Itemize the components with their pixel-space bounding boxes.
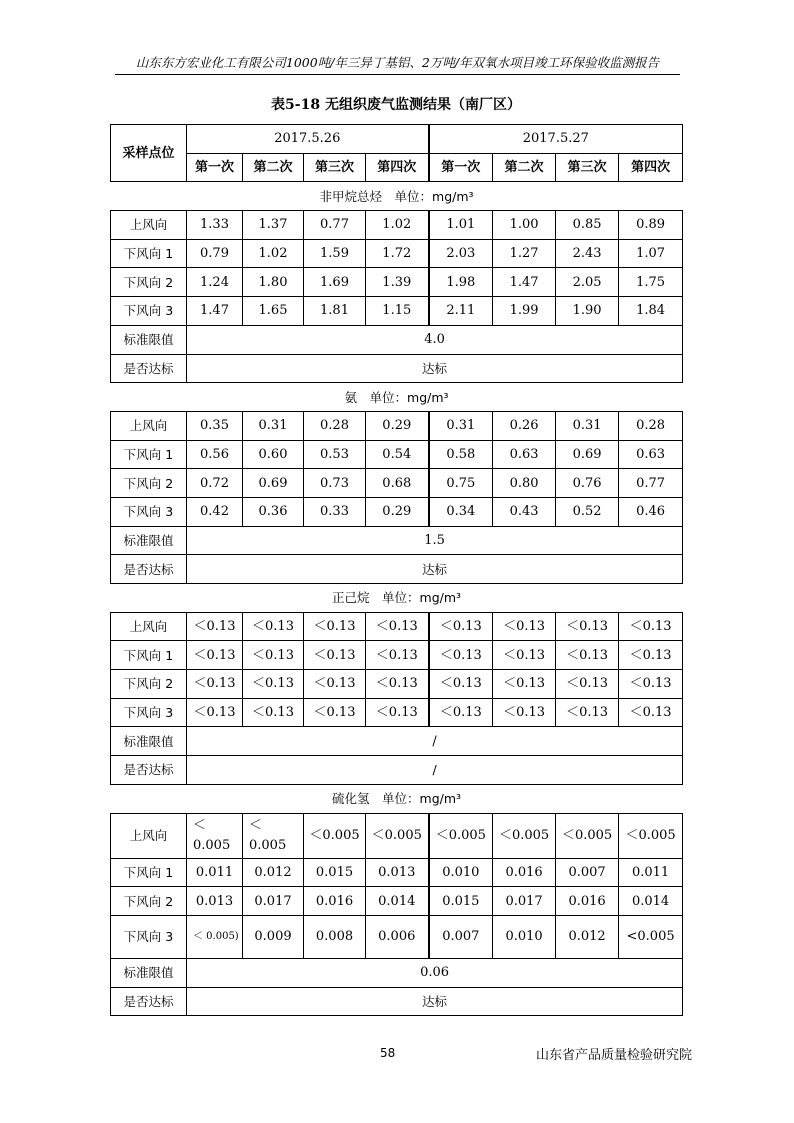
value-cell: 0.42 — [187, 497, 243, 526]
compliance-label: 是否达标 — [111, 987, 187, 1016]
value-cell: 1.39 — [366, 268, 429, 297]
round-header: 第一次 — [429, 153, 493, 182]
value-cell: 0.77 — [304, 211, 366, 240]
value-cell: 0.014 — [366, 887, 429, 916]
value-cell: ＜0.13 — [187, 641, 243, 670]
compliance-row — [111, 555, 683, 584]
page-number: 58 — [380, 1046, 396, 1060]
value-cell: ＜0.13 — [304, 641, 366, 670]
footer-organization: 山东省产品质量检验研究院 — [536, 1048, 693, 1063]
value-cell: 0.54 — [366, 440, 429, 469]
section-title: 氨 单位：mg/m³ — [111, 383, 683, 412]
value-cell: 2.03 — [429, 239, 493, 268]
section-title: 正己烷 单位：mg/m³ — [111, 584, 683, 613]
value-cell: <0.005 — [619, 915, 683, 958]
value-cell: 0.77 — [619, 469, 683, 498]
value-cell: ＜0.13 — [366, 670, 429, 699]
limit-row — [111, 958, 683, 987]
limit-label: 标准限值 — [111, 325, 187, 354]
table-row — [111, 440, 683, 469]
value-cell: 0.75 — [429, 469, 493, 498]
value-cell: 0.68 — [366, 469, 429, 498]
row-label: 下风向 1 — [111, 440, 187, 469]
value-cell: 0.53 — [304, 440, 366, 469]
row-label: 下风向 2 — [111, 887, 187, 916]
date-header: 2017.5.27 — [429, 125, 683, 154]
value-cell: 0.010 — [493, 915, 556, 958]
value-cell: ＜0.13 — [366, 698, 429, 727]
value-cell: 1.47 — [493, 268, 556, 297]
compliance-value: 达标 — [187, 987, 683, 1016]
section-row — [111, 383, 683, 412]
table-row — [111, 698, 683, 727]
value-cell: 0.014 — [619, 887, 683, 916]
value-cell: ＜0.13 — [619, 670, 683, 699]
value-cell: 1.02 — [243, 239, 304, 268]
section-row — [111, 182, 683, 211]
value-cell: 2.05 — [556, 268, 619, 297]
round-header: 第三次 — [556, 153, 619, 182]
value-cell: 1.65 — [243, 297, 304, 326]
compliance-value: 达标 — [187, 555, 683, 584]
value-cell: 0.015 — [304, 858, 366, 887]
compliance-label: 是否达标 — [111, 756, 187, 785]
value-cell: ＜0.13 — [493, 641, 556, 670]
row-label: 上风向 — [111, 211, 187, 240]
value-cell: ＜0.13 — [619, 698, 683, 727]
value-cell: 1.72 — [366, 239, 429, 268]
value-cell: 0.34 — [429, 497, 493, 526]
compliance-value: / — [187, 756, 683, 785]
round-header: 第一次 — [187, 153, 243, 182]
compliance-row — [111, 756, 683, 785]
value-cell: 0.012 — [556, 915, 619, 958]
value-cell: 0.26 — [493, 411, 556, 440]
row-label: 下风向 2 — [111, 670, 187, 699]
value-cell: 1.98 — [429, 268, 493, 297]
value-cell: 1.69 — [304, 268, 366, 297]
value-cell: 0.46 — [619, 497, 683, 526]
compliance-label: 是否达标 — [111, 354, 187, 383]
row-label: 下风向 2 — [111, 268, 187, 297]
value-cell: ＜0.13 — [429, 641, 493, 670]
value-cell: ＜0.13 — [556, 698, 619, 727]
value-cell: 0.010 — [429, 858, 493, 887]
table-row — [111, 612, 683, 641]
limit-value: 4.0 — [187, 325, 683, 354]
value-cell: 0.80 — [493, 469, 556, 498]
monitoring-table — [110, 124, 683, 1016]
value-cell: ＜0.13 — [366, 612, 429, 641]
value-cell: ＜0.005 — [619, 813, 683, 858]
value-cell: 0.013 — [187, 887, 243, 916]
limit-value: 1.5 — [187, 526, 683, 555]
value-cell: ＜0.13 — [493, 698, 556, 727]
round-header: 第二次 — [493, 153, 556, 182]
table-row — [111, 411, 683, 440]
compliance-row — [111, 987, 683, 1016]
value-cell: ＜ 0.005) — [187, 915, 243, 958]
value-cell: 1.37 — [243, 211, 304, 240]
row-label: 下风向 3 — [111, 915, 187, 958]
value-cell: 0.012 — [243, 858, 304, 887]
section-title: 硫化氢 单位：mg/m³ — [111, 784, 683, 813]
row-label: 下风向 2 — [111, 469, 187, 498]
value-cell: 0.31 — [556, 411, 619, 440]
value-cell: 0.56 — [187, 440, 243, 469]
section-row — [111, 584, 683, 613]
value-cell: 1.07 — [619, 239, 683, 268]
table-row — [111, 469, 683, 498]
value-cell: 2.11 — [429, 297, 493, 326]
value-cell: 1.59 — [304, 239, 366, 268]
round-header: 第四次 — [619, 153, 683, 182]
value-cell: ＜0.13 — [556, 641, 619, 670]
limit-label: 标准限值 — [111, 958, 187, 987]
value-cell: 0.89 — [619, 211, 683, 240]
value-cell: 0.85 — [556, 211, 619, 240]
limit-label: 标准限值 — [111, 526, 187, 555]
row-label: 上风向 — [111, 612, 187, 641]
value-cell: 0.63 — [493, 440, 556, 469]
compliance-value: 达标 — [187, 354, 683, 383]
table-row — [111, 239, 683, 268]
value-cell: 0.35 — [187, 411, 243, 440]
value-cell: ＜0.13 — [429, 698, 493, 727]
value-cell: 0.60 — [243, 440, 304, 469]
value-cell: ＜0.13 — [304, 612, 366, 641]
value-cell: 2.43 — [556, 239, 619, 268]
value-cell: ＜0.13 — [243, 698, 304, 727]
row-label: 下风向 3 — [111, 497, 187, 526]
value-cell: ＜0.005 — [429, 813, 493, 858]
value-cell: 0.76 — [556, 469, 619, 498]
value-cell: 0.011 — [619, 858, 683, 887]
value-cell: ＜0.13 — [429, 670, 493, 699]
value-cell: 0.28 — [304, 411, 366, 440]
value-cell: ＜0.13 — [493, 670, 556, 699]
limit-row — [111, 526, 683, 555]
section-title: 非甲烷总烃 单位：mg/m³ — [111, 182, 683, 211]
value-cell: 1.01 — [429, 211, 493, 240]
row-label: 下风向 1 — [111, 641, 187, 670]
limit-value: / — [187, 727, 683, 756]
value-cell: ＜0.13 — [243, 612, 304, 641]
value-cell: ＜0.13 — [304, 670, 366, 699]
value-cell: 1.00 — [493, 211, 556, 240]
value-cell: ＜0.13 — [366, 641, 429, 670]
table-row — [111, 670, 683, 699]
row-label: 下风向 3 — [111, 698, 187, 727]
value-cell: 0.69 — [556, 440, 619, 469]
value-cell: ＜ 0.005 — [187, 813, 243, 858]
value-cell: ＜0.13 — [187, 698, 243, 727]
value-cell: 0.31 — [429, 411, 493, 440]
value-cell: 0.016 — [493, 858, 556, 887]
value-cell: 0.008 — [304, 915, 366, 958]
value-cell: ＜0.13 — [304, 698, 366, 727]
limit-value: 0.06 — [187, 958, 683, 987]
value-cell: 0.015 — [429, 887, 493, 916]
table-row — [111, 641, 683, 670]
value-cell: 0.33 — [304, 497, 366, 526]
value-cell: ＜0.005 — [556, 813, 619, 858]
value-cell: 1.27 — [493, 239, 556, 268]
value-cell: 0.43 — [493, 497, 556, 526]
value-cell: 0.007 — [556, 858, 619, 887]
value-cell: 1.75 — [619, 268, 683, 297]
row-label: 下风向 1 — [111, 858, 187, 887]
value-cell: 0.63 — [619, 440, 683, 469]
table-row — [111, 915, 683, 958]
table-row — [111, 887, 683, 916]
value-cell: 1.33 — [187, 211, 243, 240]
value-cell: ＜0.13 — [187, 612, 243, 641]
value-cell: ＜0.13 — [493, 612, 556, 641]
round-header: 第三次 — [304, 153, 366, 182]
value-cell: 0.017 — [243, 887, 304, 916]
value-cell: ＜0.005 — [493, 813, 556, 858]
value-cell: ＜0.13 — [429, 612, 493, 641]
value-cell: 1.15 — [366, 297, 429, 326]
table-caption: 表5-18 无组织废气监测结果（南厂区） — [271, 97, 521, 113]
value-cell: ＜0.13 — [556, 670, 619, 699]
section-row — [111, 784, 683, 813]
table-row — [111, 268, 683, 297]
value-cell: 0.29 — [366, 411, 429, 440]
row-label: 下风向 3 — [111, 297, 187, 326]
value-cell: ＜0.13 — [243, 670, 304, 699]
row-label: 上风向 — [111, 411, 187, 440]
row-label: 下风向 1 — [111, 239, 187, 268]
value-cell: 0.013 — [366, 858, 429, 887]
value-cell: 1.90 — [556, 297, 619, 326]
value-cell: ＜0.13 — [556, 612, 619, 641]
value-cell: 0.72 — [187, 469, 243, 498]
limit-row — [111, 727, 683, 756]
table-row — [111, 497, 683, 526]
round-header: 第二次 — [243, 153, 304, 182]
value-cell: 1.99 — [493, 297, 556, 326]
value-cell: 0.31 — [243, 411, 304, 440]
table-row — [111, 297, 683, 326]
date-header: 2017.5.26 — [187, 125, 429, 154]
value-cell: 1.47 — [187, 297, 243, 326]
table-row — [111, 858, 683, 887]
value-cell: 1.80 — [243, 268, 304, 297]
value-cell: 0.016 — [556, 887, 619, 916]
value-cell: 0.69 — [243, 469, 304, 498]
compliance-row — [111, 354, 683, 383]
value-cell: 1.81 — [304, 297, 366, 326]
row-label: 上风向 — [111, 813, 187, 858]
value-cell: ＜0.13 — [243, 641, 304, 670]
value-cell: ＜0.005 — [304, 813, 366, 858]
value-cell: 0.007 — [429, 915, 493, 958]
value-cell: 0.79 — [187, 239, 243, 268]
limit-row — [111, 325, 683, 354]
limit-label: 标准限值 — [111, 727, 187, 756]
value-cell: 1.84 — [619, 297, 683, 326]
report-header: 山东东方宏业化工有限公司1000吨/年三异丁基铝、2万吨/年双氧水项目竣工环保验收监测报告 — [115, 52, 680, 75]
col-header-sampling-point: 采样点位 — [111, 125, 187, 182]
value-cell: 0.52 — [556, 497, 619, 526]
value-cell: 0.73 — [304, 469, 366, 498]
value-cell: 0.006 — [366, 915, 429, 958]
value-cell: 0.016 — [304, 887, 366, 916]
value-cell: 0.011 — [187, 858, 243, 887]
value-cell: ＜0.13 — [187, 670, 243, 699]
value-cell: 1.02 — [366, 211, 429, 240]
value-cell: 0.009 — [243, 915, 304, 958]
compliance-label: 是否达标 — [111, 555, 187, 584]
table-row — [111, 211, 683, 240]
value-cell: 1.24 — [187, 268, 243, 297]
value-cell: 0.36 — [243, 497, 304, 526]
table-row — [111, 813, 683, 858]
value-cell: 0.28 — [619, 411, 683, 440]
round-header: 第四次 — [366, 153, 429, 182]
value-cell: ＜0.13 — [619, 641, 683, 670]
value-cell: 0.58 — [429, 440, 493, 469]
value-cell: ＜0.13 — [619, 612, 683, 641]
value-cell: 0.29 — [366, 497, 429, 526]
value-cell: ＜ 0.005 — [243, 813, 304, 858]
value-cell: 0.017 — [493, 887, 556, 916]
value-cell: ＜0.005 — [366, 813, 429, 858]
